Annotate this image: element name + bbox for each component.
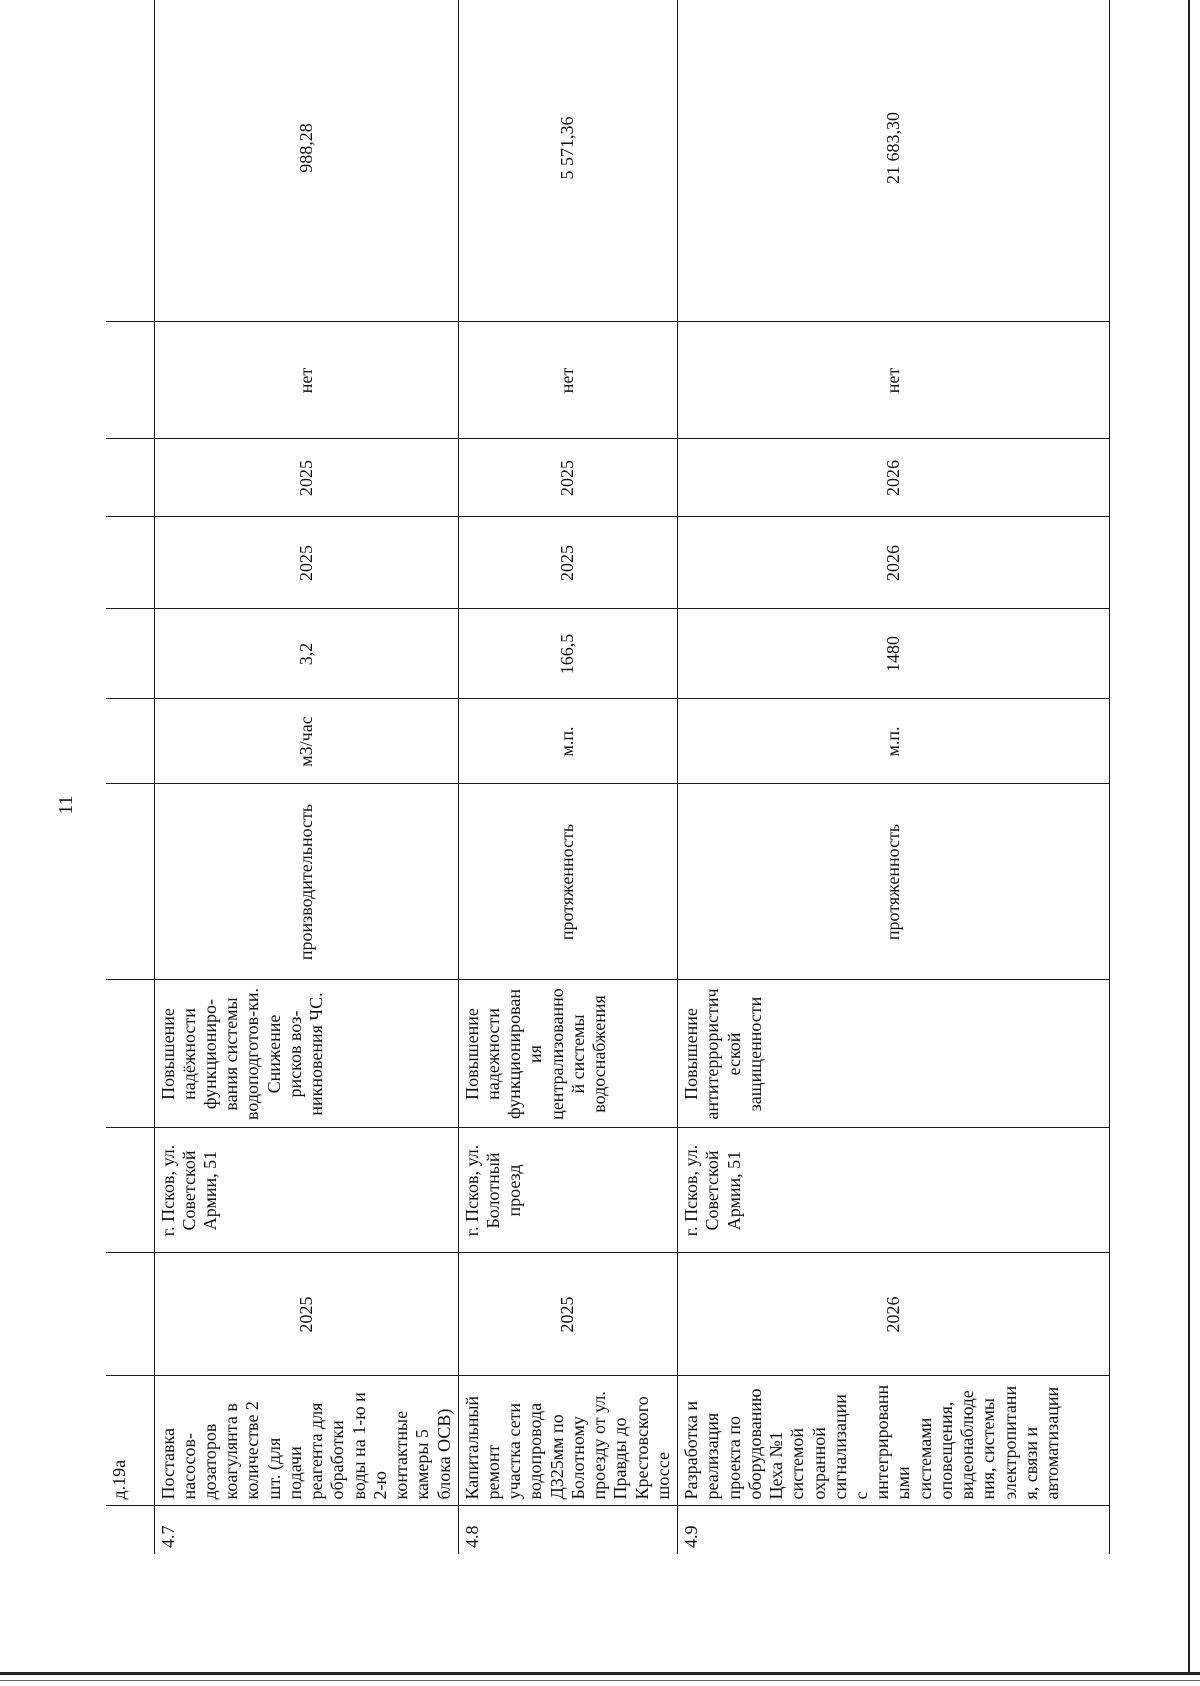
row-flag: нет [678, 322, 1110, 439]
row-year: 2025 [154, 1253, 458, 1376]
row-year: 2026 [678, 1253, 1110, 1376]
row-end-year: 2025 [458, 439, 677, 517]
row-value: 1480 [678, 609, 1110, 699]
row-name: Разработка и реализация проекта по оборудованию Цеха №1 системой охранной сигнализации с интегрированными системами оповещения, видеонаблюдения, системы электропитания, связи и автоматизации [678, 1376, 1110, 1506]
row-indicator: протяженность [678, 784, 1110, 980]
header-cell [106, 1128, 154, 1253]
header-cell [106, 980, 154, 1128]
row-flag: нет [458, 322, 677, 439]
measures-table [106, 0, 1110, 1554]
table-header-row [106, 0, 154, 1554]
row-number: 4.7 [154, 1506, 458, 1554]
row-indicator: протяженность [458, 784, 677, 980]
header-cell [106, 784, 154, 980]
header-cell-ref: д.19а [106, 1376, 154, 1506]
row-cost: 988,28 [154, 0, 458, 322]
row-location: г. Псков, ул. Советской Армии, 51 [678, 1128, 1110, 1253]
header-cell [106, 439, 154, 517]
scan-edge-bottom [0, 1672, 1200, 1675]
row-location: г. Псков, ул. Советской Армии, 51 [154, 1128, 458, 1253]
header-cell [106, 609, 154, 699]
row-end-year: 2025 [154, 439, 458, 517]
row-name: Поставка насосов-дозаторов коагулянта в количестве 2 шт. (для подачи реагента для обработки воды на 1-ю и 2-ю контактные камеры 5 блока ОСВ) [154, 1376, 458, 1506]
row-name: Капитальный ремонт участка сети водопровода Д325мм по Болотному проезду от ул. Правды до Крестовского шоссе [458, 1376, 677, 1506]
table-row [678, 0, 1110, 1554]
header-cell [106, 517, 154, 609]
row-indicator: производительность [154, 784, 458, 980]
row-value: 166,5 [458, 609, 677, 699]
row-location: г. Псков, ул. Болотный проезд [458, 1128, 677, 1253]
header-cell-num [106, 1506, 154, 1554]
header-cell [106, 0, 154, 322]
row-number: 4.9 [678, 1506, 1110, 1554]
row-cost: 21 683,30 [678, 0, 1110, 322]
table-row [458, 0, 677, 1554]
page-number: 11 [55, 795, 77, 815]
row-unit: м.п. [678, 699, 1110, 784]
scan-edge-right [1188, 0, 1190, 1672]
row-cost: 5 571,36 [458, 0, 677, 322]
header-cell [106, 322, 154, 439]
row-unit: м3/час [154, 699, 458, 784]
header-cell [106, 1253, 154, 1376]
row-start-year: 2026 [678, 517, 1110, 609]
row-end-year: 2026 [678, 439, 1110, 517]
row-unit: м.п. [458, 699, 677, 784]
row-goal: Повышение надёжности функциониро-вания системы водоподготов-ки. Снижение рисков воз-никновения ЧС. [154, 980, 458, 1128]
row-start-year: 2025 [458, 517, 677, 609]
header-cell [106, 699, 154, 784]
row-year: 2025 [458, 1253, 677, 1376]
row-flag: нет [154, 322, 458, 439]
scan-edge-bottom-thin [0, 1680, 1200, 1681]
row-start-year: 2025 [154, 517, 458, 609]
table-row [154, 0, 458, 1554]
row-value: 3,2 [154, 609, 458, 699]
row-goal: Повышение надежности функционирования централизованной системы водоснабжения [458, 980, 677, 1128]
row-goal: Повышение антитеррористической защищенности [678, 980, 1110, 1128]
rotated-table-wrapper [106, 74, 1074, 1554]
row-number: 4.8 [458, 1506, 677, 1554]
